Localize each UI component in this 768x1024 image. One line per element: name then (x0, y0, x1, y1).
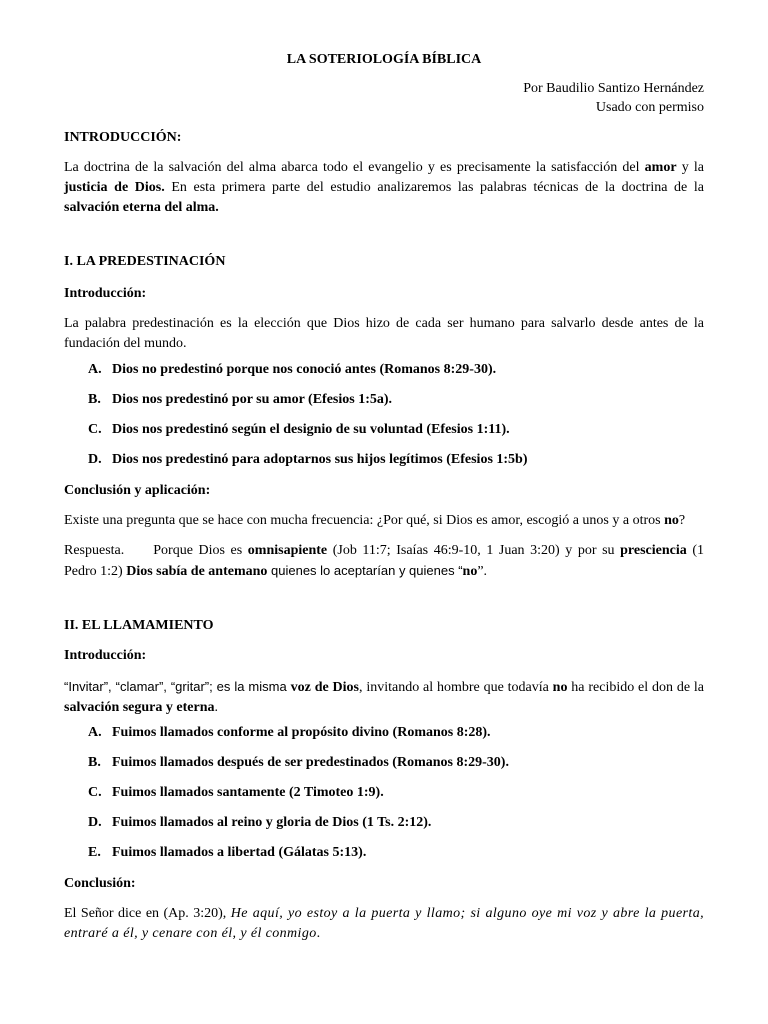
section1-subheading: Introducción: (64, 286, 147, 301)
section2-paragraph: “Invitar”, “clamar”, “gritar”; es la misma voz de Dios, invitando al hombre que todavía no ha recibido el don de la salvación segura y eterna. (64, 679, 704, 715)
permission-line: Usado con permiso (595, 100, 704, 115)
list-item: C. Fuimos llamados santamente (2 Timoteo 1:9). (88, 785, 384, 800)
list-item: C. Dios nos predestinó según el designio de su voluntad (Efesios 1:11). (88, 422, 510, 437)
list-item: A. Fuimos llamados conforme al propósito divino (Romanos 8:28). (88, 725, 491, 740)
answer-paragraph: Respuesta. Porque Dios es omnisapiente (Job 11:7; Isaías 46:9-10, 1 Juan 3:20) y por su presciencia (1 Pedro 1:2) Dios sabía de antemano quienes lo aceptarían y quienes “no”. (64, 543, 704, 579)
section2-heading: II. EL LLAMAMIENTO (64, 618, 214, 633)
list-item: D. Dios nos predestinó para adoptarnos sus hijos legítimos (Efesios 1:5b) (88, 452, 528, 467)
list-item: E. Fuimos llamados a libertad (Gálatas 5:13). (88, 845, 367, 860)
section1-conclusion-heading: Conclusión y aplicación: (64, 483, 211, 498)
list-item: A. Dios no predestinó porque nos conoció antes (Romanos 8:29-30). (88, 362, 497, 377)
document-title: LA SOTERIOLOGÍA BÍBLICA (286, 52, 482, 67)
section2-subheading: Introducción: (64, 648, 147, 663)
conclusion-paragraph: El Señor dice en (Ap. 3:20), He aquí, yo estoy a la puerta y llamo; si alguno oye mi voz y abre la puerta, entraré a él, y cenare con él, y él conmigo. (64, 906, 704, 941)
section1-heading: I. LA PREDESTINACIÓN (64, 254, 226, 269)
question-paragraph: Existe una pregunta que se hace con mucha frecuencia: ¿Por qué, si Dios es amor, escogió a unos y a otros no? (64, 513, 686, 528)
list-item: B. Fuimos llamados después de ser predestinados (Romanos 8:29-30). (88, 755, 509, 770)
author-line: Por Baudilio Santizo Hernández (523, 81, 704, 96)
scripture-quote: He aquí, yo estoy a la puerta y llamo; si alguno oye mi voz y abre la puerta, entraré a él, y cenare con él, y él conmigo (64, 906, 704, 941)
list-item: D. Fuimos llamados al reino y gloria de Dios (1 Ts. 2:12). (88, 815, 432, 830)
section1-paragraph: La palabra predestinación es la elección que Dios hizo de cada ser humano para salvarlo desde antes de la fundación del mundo. (64, 316, 704, 351)
intro-heading: INTRODUCCIÓN: (64, 130, 182, 145)
section2-conclusion-heading: Conclusión: (64, 876, 136, 891)
intro-paragraph: La doctrina de la salvación del alma abarca todo el evangelio y es precisamente la satisfacción del amor y la justicia de Dios. En esta primera parte del estudio analizaremos las palabras técnicas de la doctrina de la salvación eterna del alma. (64, 160, 704, 215)
list-item: B. Dios nos predestinó por su amor (Efesios 1:5a). (88, 392, 393, 407)
